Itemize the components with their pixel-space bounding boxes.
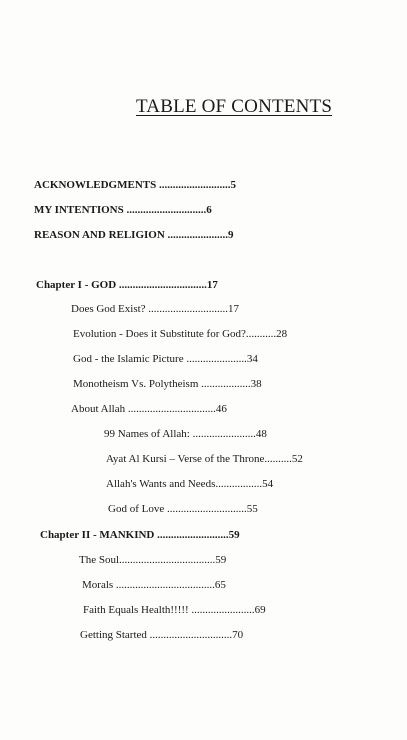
toc-entry-about-allah: About Allah ................................46 <box>71 403 227 415</box>
page-title: TABLE OF CONTENTS <box>136 96 333 117</box>
toc-entry-does-god-exist: Does God Exist? .............................17 <box>71 303 240 315</box>
toc-entry-ayat-al-kursi: Ayat Al Kursi – Verse of the Throne..........52 <box>106 453 303 465</box>
toc-entry-evolution: Evolution - Does it Substitute for God?...........28 <box>73 328 288 340</box>
toc-entry-getting-started: Getting Started ..............................70 <box>80 629 244 641</box>
toc-entry-faith-equals-health: Faith Equals Health!!!!! .......................69 <box>83 604 266 616</box>
toc-entry-acknowledgments: ACKNOWLEDGMENTS ..........................5 <box>34 179 236 191</box>
toc-entry-reason-and-religion: REASON AND RELIGION ......................9 <box>34 229 234 241</box>
toc-entry-the-soul: The Soul...................................59 <box>79 554 227 566</box>
toc-entry-morals: Morals ....................................65 <box>82 579 226 591</box>
toc-entry-99-names: 99 Names of Allah: .......................48 <box>104 428 267 440</box>
toc-entry-god-of-love: God of Love .............................55 <box>108 503 258 515</box>
toc-entry-monotheism: Monotheism Vs. Polytheism ..................38 <box>73 378 262 390</box>
toc-chapter-1: Chapter I - GOD ................................17 <box>36 279 218 291</box>
toc-entry-islamic-picture: God - the Islamic Picture ......................34 <box>73 353 258 365</box>
toc-entry-my-intentions: MY INTENTIONS .............................6 <box>34 204 212 216</box>
toc-chapter-2: Chapter II - MANKIND ..........................59 <box>40 529 240 541</box>
toc-entry-allahs-wants: Allah's Wants and Needs.................54 <box>106 478 274 490</box>
